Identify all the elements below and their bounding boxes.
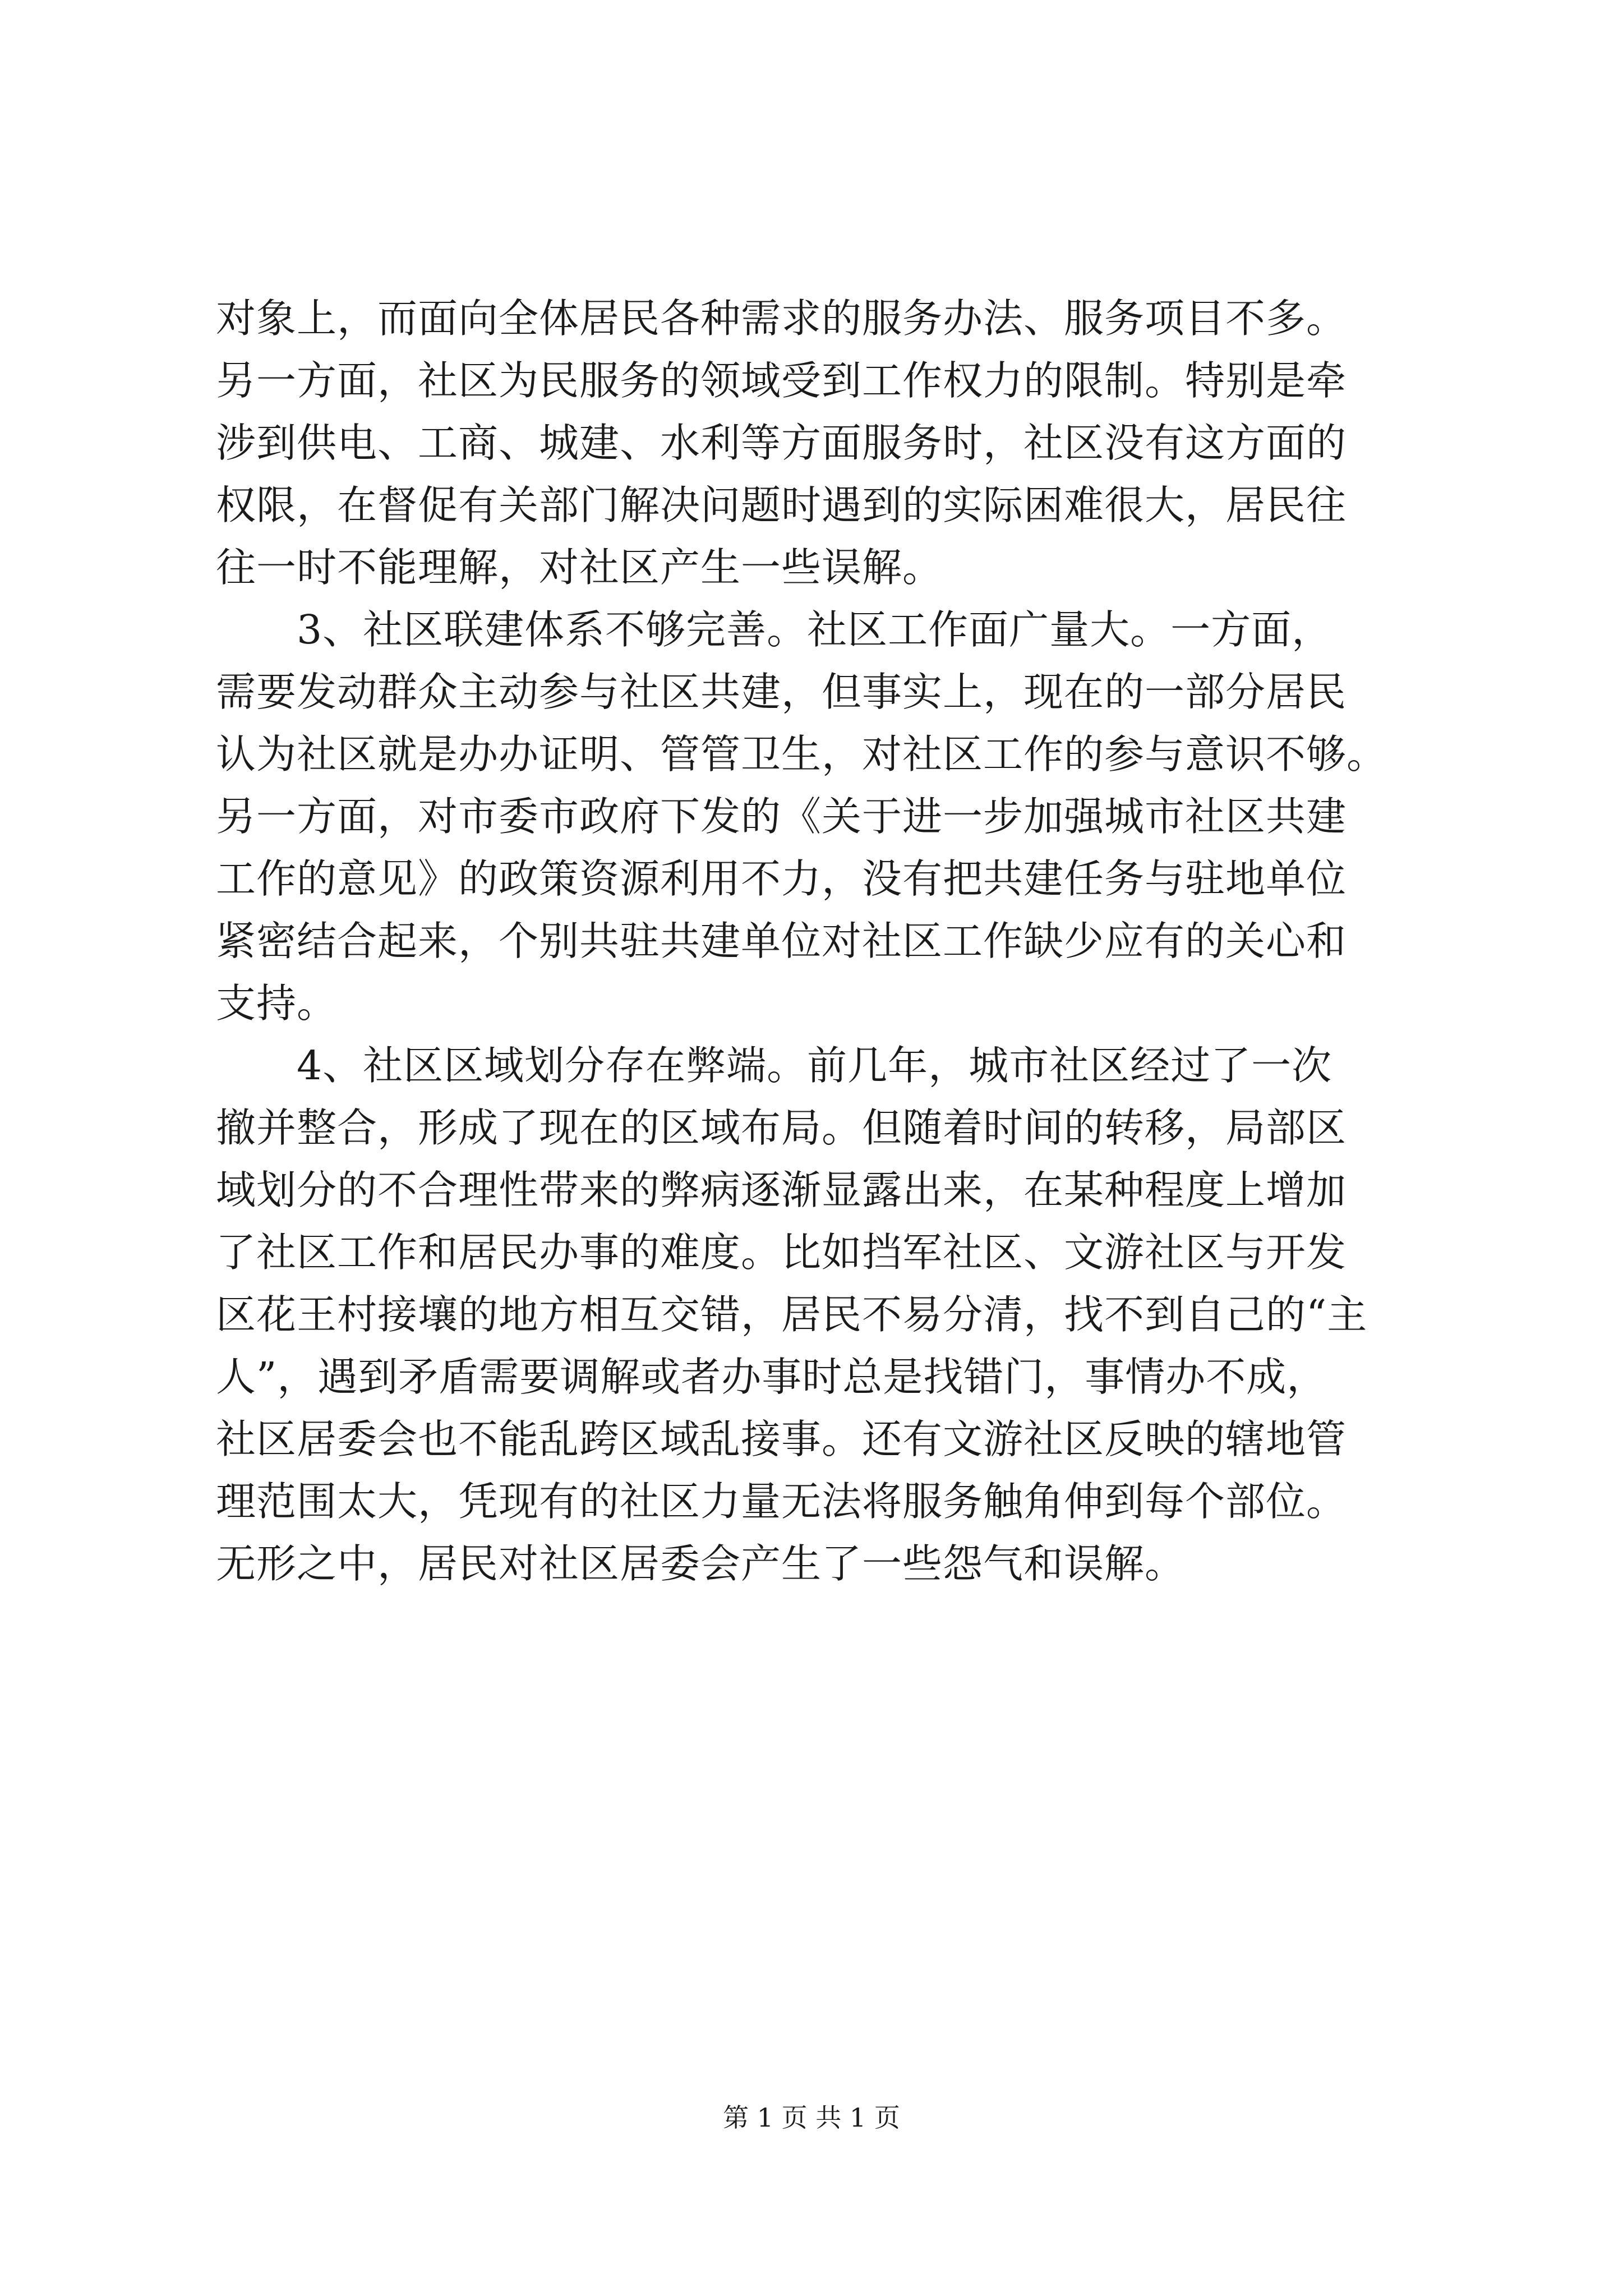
text-line: 社区居委会也不能乱跨区域乱接事。还有文游社区反映的辖地管 [216, 1416, 1347, 1462]
text-line: 撤并整合，形成了现在的区域布局。但随着时间的转移，局部区 [216, 1105, 1347, 1151]
text-line: 另一方面，社区为民服务的领域受到工作权力的限制。特别是牵 [216, 357, 1347, 404]
text-line: 工作的意见》的政策资源利用不力，没有把共建任务与驻地单位 [216, 855, 1347, 902]
text-line: 4、社区区域划分存在弊端。前几年，城市社区经过了一次 [216, 1042, 1332, 1089]
text-line: 了社区工作和居民办事的难度。比如挡军社区、文游社区与开发 [216, 1229, 1347, 1276]
text-line: 权限，在督促有关部门解决问题时遇到的实际困难很大，居民往 [216, 482, 1347, 528]
text-line: 往一时不能理解，对社区产生一些误解。 [216, 544, 943, 591]
text-line: 紧密结合起来，个别共驻共建单位对社区工作缺少应有的关心和 [216, 918, 1347, 964]
text-line: 无形之中，居民对社区居委会产生了一些怨气和误解。 [216, 1540, 1186, 1587]
text-line: 另一方面，对市委市政府下发的《关于进一步加强城市社区共建 [216, 793, 1347, 840]
text-line: 人”，遇到矛盾需要调解或者办事时总是找错门，事情办不成， [216, 1354, 1327, 1400]
text-line: 支持。 [216, 980, 338, 1027]
page-footer: 第 1 页 共 1 页 [723, 2102, 900, 2133]
text-line: 区花王村接壤的地方相互交错，居民不易分清，找不到自己的“主 [216, 1291, 1368, 1338]
text-line: 域划分的不合理性带来的弊病逐渐显露出来，在某种程度上增加 [216, 1167, 1347, 1213]
text-line: 涉到供电、工商、城建、水利等方面服务时，社区没有这方面的 [216, 420, 1347, 466]
document-body [216, 287, 1413, 1595]
text-line: 对象上，而面向全体居民各种需求的服务办法、服务项目不多。 [216, 295, 1347, 342]
text-line: 需要发动群众主动参与社区共建，但事实上，现在的一部分居民 [216, 669, 1347, 715]
text-line: 认为社区就是办办证明、管管卫生，对社区工作的参与意识不够。 [216, 731, 1387, 777]
text-line: 理范围太大，凭现有的社区力量无法将服务触角伸到每个部位。 [216, 1478, 1347, 1525]
text-line: 3、社区联建体系不够完善。社区工作面广量大。一方面， [216, 606, 1332, 653]
